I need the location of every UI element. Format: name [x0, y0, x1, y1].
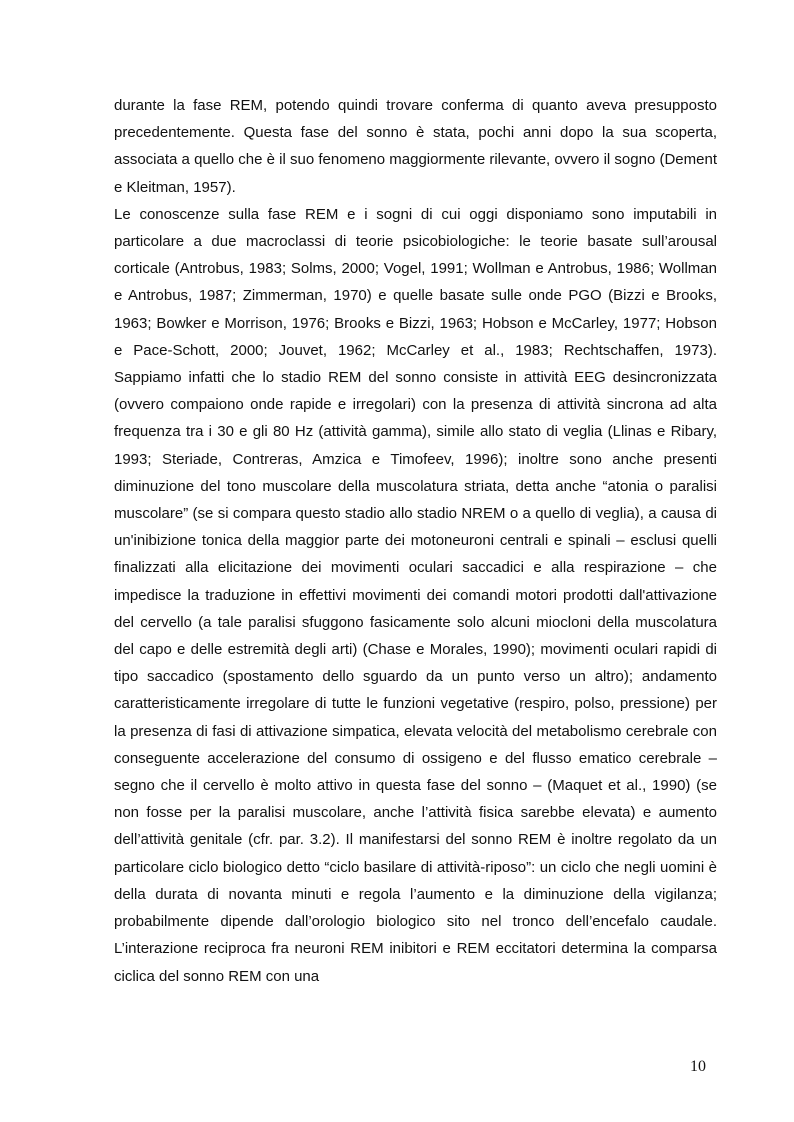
paragraph-1: durante la fase REM, potendo quindi trovare conferma di quanto aveva presupposto precedentemente. Questa fase del sonno è stata, pochi anni dopo la sua scoperta, associata a quello che è il suo fenomeno maggiormente rilevante, ovvero il sogno (Dement e Kleitman, 1957).: [114, 97, 717, 196]
body-text: [114, 92, 717, 990]
paragraph-2: Le conoscenze sulla fase REM e i sogni di cui oggi disponiamo sono imputabili in particolare a due macroclassi di teorie psicobiologiche: le teorie basate sull’arousal corticale (Antrobus, 1983; Solms, 2000; Vogel, 1991; Wollman e Antrobus, 1986; Wollman e Antrobus, 1987; Zimmerman, 1970) e quelle basate sulle onde PGO (Bizzi e Brooks, 1963; Bowker e Morrison, 1976; Brooks e Bizzi, 1963; Hobson e McCarley, 1977; Hobson e Pace-Schott, 2000; Jouvet, 1962; McCarley et al., 1983; Rechtschaffen, 1973). Sappiamo infatti che lo stadio REM del sonno consiste in attività EEG desincronizzata (ovvero compaiono onde rapide e irregolari) con la presenza di attività sincrona ad alta frequenza tra i 30 e gli 80 Hz (attività gamma), simile allo stato di veglia (Llinas e Ribary, 1993; Steriade, Contreras, Amzica e Timofeev, 1996); inoltre sono anche presenti diminuzione del tono muscolare della muscolatura striata, detta anche “atonia o paralisi muscolare” (se si compara questo stadio allo stadio NREM o a quello di veglia), a causa di un'inibizione tonica della maggior parte dei motoneuroni centrali e spinali – esclusi quelli finalizzati alla elicitazione dei movimenti oculari saccadici e alla respirazione – che impedisce la traduzione in effettivi movimenti dei comandi motori prodotti dall'attivazione del cervello (a tale paralisi sfuggono fasicamente solo alcuni miocloni della muscolatura del capo e delle estremità degli arti) (Chase e Morales, 1990); movimenti oculari rapidi di tipo saccadico (spostamento dello sguardo da un punto verso un altro); andamento caratteristicamente irregolare di tutte le funzioni vegetative (respiro, polso, pressione) per la presenza di fasi di attivazione simpatica, elevata velocità del metabolismo cerebrale con conseguente accelerazione del consumo di ossigeno e del flusso ematico cerebrale – segno che il cervello è molto attivo in questa fase del sonno – (Maquet et al., 1990) (se non fosse per la paralisi muscolare, anche l’attività fisica sarebbe elevata) e aumento dell’attività genitale (cfr. par. 3.2). Il manifestarsi del sonno REM è inoltre regolato da un particolare ciclo biologico detto “ciclo basilare di attività-riposo”: un ciclo che negli uomini è della durata di novanta minuti e regola l’aumento e la diminuzione della vigilanza; probabilmente dipende dall’orologio biologico sito nel tronco dell’encefalo caudale. L’interazione reciproca fra neuroni REM inibitori e REM eccitatori determina la comparsa ciclica del sonno REM con una: [114, 205, 717, 985]
page-number: 10: [690, 1058, 706, 1075]
